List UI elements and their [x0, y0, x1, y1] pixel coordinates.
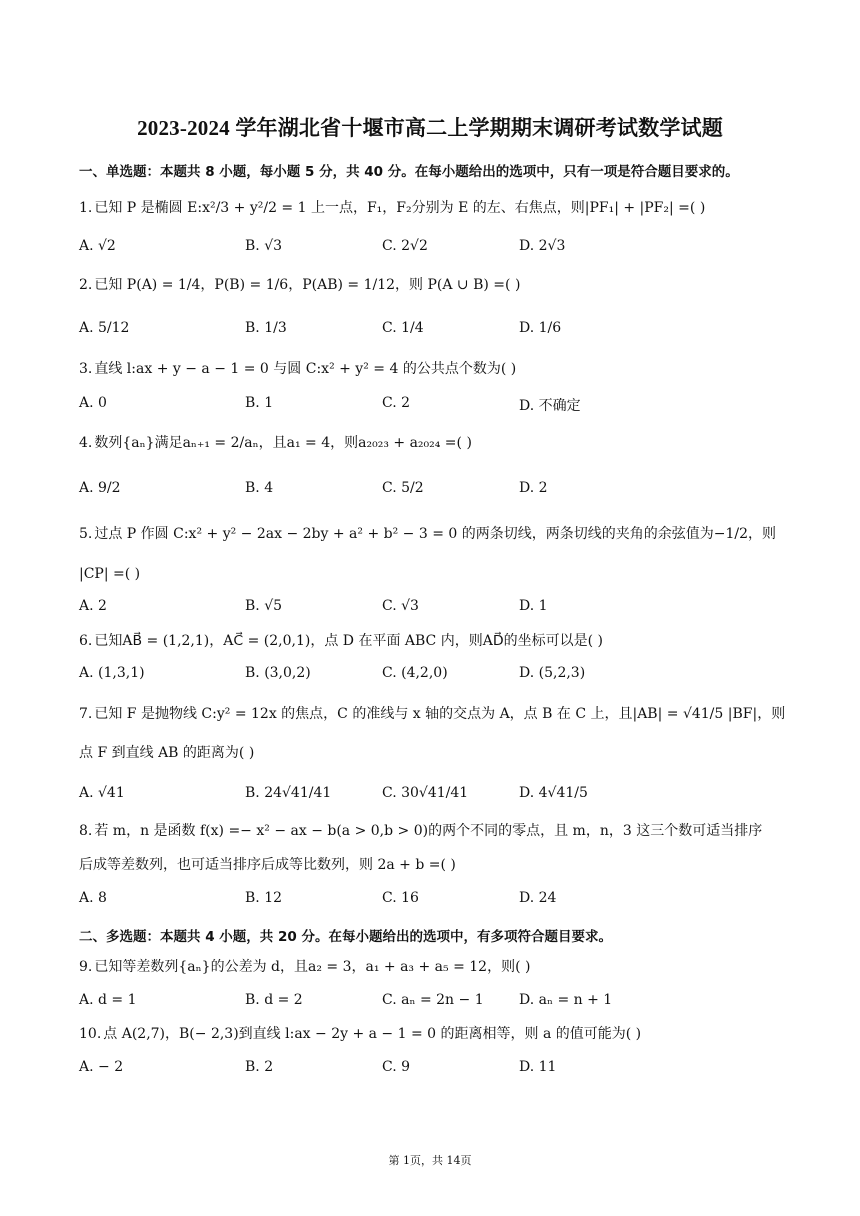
- options-6: [79, 665, 791, 683]
- option-d: D. (5,2,3): [519, 665, 586, 681]
- section-heading-multiple-choice: 二、多选题：本题共 4 小题，共 20 分。在每小题给出的选项中，有多项符合题目要求。: [79, 929, 612, 945]
- option-c: C. 16: [382, 890, 419, 906]
- question-text: 若 m，n 是函数 f(x) =− x² − ax − b(a > 0,b > 0)的两个不同的零点，且 m，n，3 这三个数可适当排序: [94, 823, 763, 839]
- question-3: 3. 直线 l:ax + y − a − 1 = 0 与圆 C:x² + y² = 4 的公共点个数为( ): [79, 361, 517, 377]
- option-a: A. (1,3,1): [79, 665, 145, 681]
- options-5: [79, 598, 791, 616]
- option-a: A. 2: [79, 598, 107, 614]
- option-a: A. − 2: [79, 1059, 124, 1075]
- option-d: D. 2: [519, 480, 548, 496]
- option-c: C. 9: [382, 1059, 411, 1075]
- question-9: 9. 已知等差数列{aₙ}的公差为 d，且a₂ = 3，a₁ + a₃ + a₅ = 12，则( ): [79, 959, 531, 975]
- option-b: B. d = 2: [245, 992, 303, 1008]
- options-1: [79, 238, 791, 256]
- option-b: B. 4: [245, 480, 274, 496]
- options-7: [79, 785, 791, 803]
- option-c: C. 5/2: [382, 480, 424, 496]
- option-d: D. 2√3: [519, 238, 566, 254]
- question-8-continued: 后成等差数列，也可适当排序后成等比数列，则 2a + b =( ): [79, 857, 456, 873]
- question-text: 已知等差数列{aₙ}的公差为 d，且a₂ = 3，a₁ + a₃ + a₅ = 12，则( ): [94, 959, 531, 975]
- option-a: A. √2: [79, 238, 116, 254]
- question-5-continued: |CP| =( ): [79, 566, 141, 582]
- options-3: [79, 395, 791, 413]
- question-text: 已知AB⃗ = (1,2,1)，AC⃗ = (2,0,1)，点 D 在平面 ABC 内，则AD⃗的坐标可以是( ): [94, 633, 603, 649]
- option-c: C. √3: [382, 598, 419, 614]
- options-4: [79, 480, 791, 498]
- option-b: B. 24√41/41: [245, 785, 332, 801]
- page-footer: 第 1页，共 14页: [388, 1154, 472, 1167]
- question-text: 数列{aₙ}满足aₙ₊₁ = 2/aₙ，且a₁ = 4，则a₂₀₂₃ + a₂₀₂₄ =( ): [94, 435, 472, 451]
- option-a: A. 8: [79, 890, 107, 906]
- question-7: 7. 已知 F 是抛物线 C:y² = 12x 的焦点，C 的准线与 x 轴的交点为 A，点 B 在 C 上，且|AB| = √41/5 |BF|，则: [79, 706, 786, 722]
- question-6: 6. 已知AB⃗ = (1,2,1)，AC⃗ = (2,0,1)，点 D 在平面 ABC 内，则AD⃗的坐标可以是( ): [79, 633, 603, 649]
- option-d: D. 4√41/5: [519, 785, 588, 801]
- option-c: C. 30√41/41: [382, 785, 469, 801]
- question-text: 已知 P(A) = 1/4，P(B) = 1/6，P(AB) = 1/12，则 P(A ∪ B) =( ): [94, 277, 521, 293]
- option-a: A. 9/2: [79, 480, 121, 496]
- question-10: 10. 点 A(2,7)，B(− 2,3)到直线 l:ax − 2y + a − 1 = 0 的距离相等，则 a 的值可能为( ): [79, 1026, 642, 1042]
- option-d: D. 不确定: [519, 398, 581, 414]
- question-1: 1. 已知 P 是椭圆 E:x²/3 + y²/2 = 1 上一点，F₁，F₂分别为 E 的左、右焦点，则|PF₁| + |PF₂| =( ): [79, 200, 706, 216]
- option-b: B. 12: [245, 890, 283, 906]
- option-a: A. d = 1: [79, 992, 137, 1008]
- question-7-continued: 点 F 到直线 AB 的距离为( ): [79, 745, 255, 761]
- option-d: D. 24: [519, 890, 557, 906]
- question-8: 8. 若 m，n 是函数 f(x) =− x² − ax − b(a > 0,b > 0)的两个不同的零点，且 m，n，3 这三个数可适当排序: [79, 823, 763, 839]
- question-text: 过点 P 作圆 C:x² + y² − 2ax − 2by + a² + b² − 3 = 0 的两条切线，两条切线的夹角的余弦值为−1/2，则: [94, 526, 776, 542]
- option-c: C. 2: [382, 395, 411, 411]
- question-text: 直线 l:ax + y − a − 1 = 0 与圆 C:x² + y² = 4 的公共点个数为( ): [94, 361, 517, 377]
- option-c: C. aₙ = 2n − 1: [382, 992, 484, 1008]
- question-text: 已知 F 是抛物线 C:y² = 12x 的焦点，C 的准线与 x 轴的交点为 A，点 B 在 C 上，且|AB| = √41/5 |BF|，则: [94, 706, 786, 722]
- options-8: [79, 890, 791, 908]
- option-b: B. 1: [245, 395, 274, 411]
- page-title: 2023-2024 学年湖北省十堰市高二上学期期末调研考试数学试题: [137, 116, 723, 140]
- option-a: A. √41: [79, 785, 125, 801]
- option-d: D. aₙ = n + 1: [519, 992, 613, 1008]
- option-d: D. 11: [519, 1059, 557, 1075]
- option-a: A. 5/12: [79, 320, 130, 336]
- question-text: 已知 P 是椭圆 E:x²/3 + y²/2 = 1 上一点，F₁，F₂分别为 E 的左、右焦点，则|PF₁| + |PF₂| =( ): [94, 200, 706, 216]
- options-2: [79, 320, 791, 338]
- question-text: 点 A(2,7)，B(− 2,3)到直线 l:ax − 2y + a − 1 = 0 的距离相等，则 a 的值可能为( ): [103, 1026, 642, 1042]
- section-heading-single-choice: 一、单选题：本题共 8 小题，每小题 5 分，共 40 分。在每小题给出的选项中，只有一项是符合题目要求的。: [79, 164, 739, 180]
- option-c: C. 2√2: [382, 238, 428, 254]
- question-5: 5. 过点 P 作圆 C:x² + y² − 2ax − 2by + a² + b² − 3 = 0 的两条切线，两条切线的夹角的余弦值为−1/2，则: [79, 526, 776, 542]
- options-10: [79, 1059, 791, 1077]
- option-c: C. (4,2,0): [382, 665, 448, 681]
- option-b: B. 1/3: [245, 320, 287, 336]
- option-d: D. 1: [519, 598, 548, 614]
- option-b: B. √3: [245, 238, 283, 254]
- option-d: D. 1/6: [519, 320, 562, 336]
- option-b: B. (3,0,2): [245, 665, 311, 681]
- options-9: [79, 992, 791, 1010]
- option-a: A. 0: [79, 395, 107, 411]
- option-b: B. √5: [245, 598, 283, 614]
- option-b: B. 2: [245, 1059, 274, 1075]
- question-2: 2. 已知 P(A) = 1/4，P(B) = 1/6，P(AB) = 1/12，则 P(A ∪ B) =( ): [79, 277, 521, 293]
- question-4: 4. 数列{aₙ}满足aₙ₊₁ = 2/aₙ，且a₁ = 4，则a₂₀₂₃ + a₂₀₂₄ =( ): [79, 435, 472, 451]
- option-c: C. 1/4: [382, 320, 424, 336]
